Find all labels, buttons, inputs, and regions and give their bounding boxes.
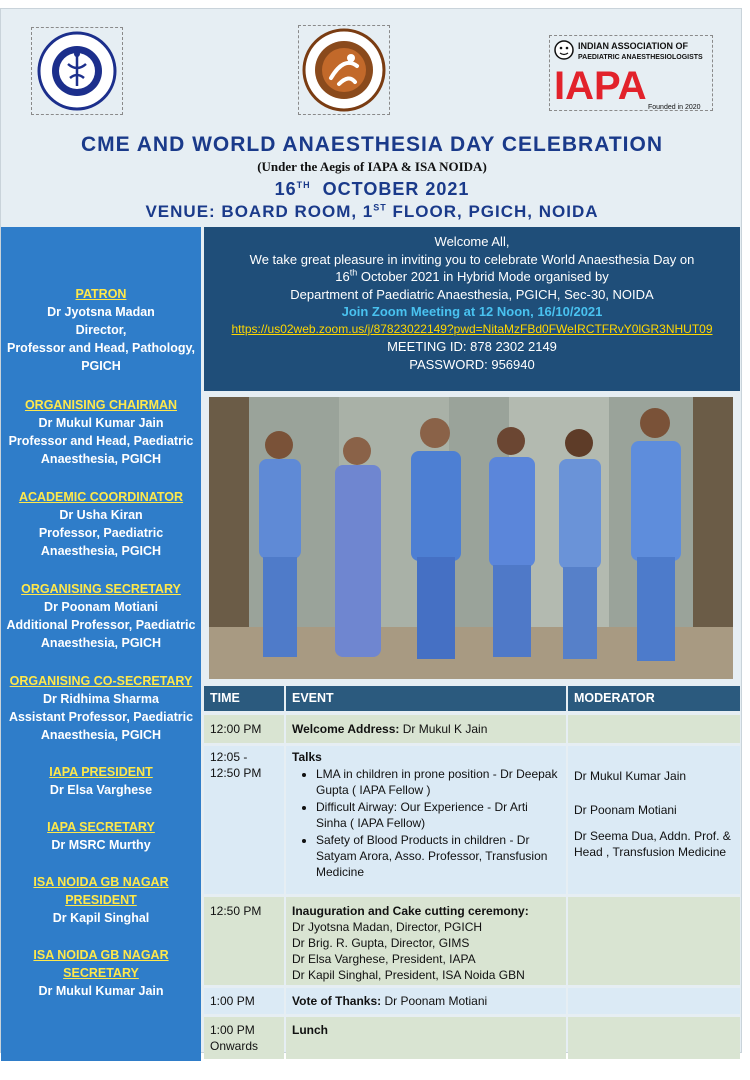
row-moderator — [568, 988, 740, 1014]
patron-block — [1, 285, 201, 375]
event-label: Welcome Address: — [292, 722, 400, 736]
event-detail: Dr Poonam Motiani — [381, 994, 488, 1008]
event-detail: Dr Elsa Varghese, President, IAPA — [292, 952, 476, 966]
row-time: 1:00 PM — [204, 988, 284, 1014]
iapa-president-block — [1, 763, 201, 799]
invite-line: Department of Paediatric Anaesthesia, PGICH, Sec-30, NOIDA — [290, 286, 654, 302]
event-label: Talks — [292, 750, 322, 764]
time-end: 12:50 PM — [210, 766, 262, 780]
coordinator-name: Dr Usha Kiran — [59, 508, 143, 522]
cosecretary-heading: ORGANISING CO-SECRETARY — [9, 674, 193, 688]
isa-secretary-name: Dr Mukul Kumar Jain — [38, 984, 164, 998]
invite-line — [204, 268, 740, 286]
iapa-acronym-text: IAPA — [554, 64, 647, 108]
hospital-logo — [298, 25, 390, 115]
row-time: 12:50 PM — [204, 897, 284, 985]
invitation-box — [204, 227, 740, 391]
iapa-name2-text: PAEDIATRIC ANAESTHESIOLOGISTS — [578, 54, 703, 61]
invite-line-rest: October 2021 in Hybrid Mode organised by — [357, 269, 609, 284]
zoom-link[interactable]: https://us02web.zoom.us/j/87823022149?pwd=NitaMzFBd0FWeIRCTFRvY0lGR3NHUT09 — [231, 321, 713, 336]
invitation-sheet — [0, 8, 742, 1053]
event-detail: Dr Mukul K Jain — [399, 722, 488, 736]
invite-greeting: Welcome All, — [434, 234, 510, 249]
iapa-secretary-heading: IAPA SECRETARY — [47, 820, 155, 834]
patron-line: PGICH — [81, 359, 121, 373]
event-subtitle: (Under the Aegis of IAPA & ISA NOIDA) — [257, 159, 487, 174]
time-start: 12:05 - — [210, 750, 248, 764]
cosecretary-name: Dr Ridhima Sharma — [42, 692, 159, 706]
row-time: 12:00 PM — [204, 715, 284, 743]
row-moderator — [568, 746, 740, 894]
isa-secretary-block — [1, 946, 201, 1000]
secretary-line: Additional Professor, Paediatric — [6, 618, 196, 632]
chairman-name: Dr Mukul Kumar Jain — [38, 416, 164, 430]
meeting-password: PASSWORD: 956940 — [409, 356, 535, 372]
row-time — [204, 746, 284, 894]
iapa-secretary-block — [1, 818, 201, 854]
row-event — [286, 1017, 566, 1059]
zoom-notice: Join Zoom Meeting at 12 Noon, 16/10/2021 — [341, 304, 603, 319]
moderator-name: Dr Poonam Motiani — [574, 803, 677, 817]
isa-secretary-heading: SECRETARY — [63, 966, 139, 980]
coordinator-line: Professor, Paediatric — [38, 526, 164, 540]
event-detail: Dr Kapil Singhal, President, ISA Noida GBN — [292, 968, 525, 982]
row-event — [286, 715, 566, 743]
patron-name: Dr Jyotsna Madan — [47, 305, 155, 319]
venue-rest: FLOOR, PGICH, NOIDA — [392, 202, 599, 221]
chairman-block — [1, 396, 201, 468]
cosecretary-line: Assistant Professor, Paediatric — [8, 710, 194, 724]
date-month-year: OCTOBER 2021 — [322, 179, 470, 199]
cosecretary-block — [1, 672, 201, 744]
row-event — [286, 897, 566, 985]
moderator-name: Dr Mukul Kumar Jain — [574, 769, 687, 783]
list-item: • Safety of Blood Products in children - Dr Satyam Arora, Asso. Professor, Transfusion Medicine — [316, 832, 560, 880]
secretary-name: Dr Poonam Motiani — [44, 600, 158, 614]
moderator-name: Dr Seema Dua, Addn. Prof. & Head , Transfusion Medicine — [574, 829, 731, 859]
isa-president-name: Dr Kapil Singhal — [52, 911, 150, 925]
secretary-line: Anaesthesia, PGICH — [40, 636, 162, 650]
table-row — [204, 1017, 740, 1059]
event-venue — [1, 202, 743, 222]
committee-sidebar — [1, 227, 201, 1061]
date-suffix: TH — [296, 180, 311, 190]
group-photo — [209, 397, 733, 679]
table-header — [204, 686, 740, 711]
date-day: 16 — [274, 179, 297, 199]
event-label: Vote of Thanks: — [292, 994, 382, 1008]
cosecretary-line: Anaesthesia, PGICH — [40, 728, 162, 742]
chairman-heading: ORGANISING CHAIRMAN — [24, 398, 178, 412]
iapa-logo — [549, 35, 713, 111]
coordinator-block — [1, 488, 201, 560]
secretary-block — [1, 580, 201, 652]
venue-prefix: VENUE: BOARD ROOM, 1 — [145, 202, 374, 221]
time-start: 1:00 PM — [210, 1023, 255, 1037]
isa-president-block — [1, 873, 201, 927]
row-event — [286, 746, 566, 894]
talks-list — [292, 766, 560, 880]
row-event — [286, 988, 566, 1014]
row-time — [204, 1017, 284, 1059]
venue-suffix: ST — [373, 202, 387, 213]
event-label: Lunch — [292, 1023, 328, 1037]
iapa-president-heading: IAPA PRESIDENT — [49, 765, 153, 779]
event-title: CME AND WORLD ANAESTHESIA DAY CELEBRATION — [81, 133, 663, 156]
table-row — [204, 715, 740, 743]
list-item: • LMA in children in prone position - Dr Deepak Gupta ( IAPA Fellow ) — [316, 766, 560, 798]
invite-line: We take great pleasure in inviting you to celebrate World Anaesthesia Day on — [249, 251, 695, 267]
header-moderator: MODERATOR — [568, 686, 740, 711]
list-item: • Difficult Airway: Our Experience - Dr Arti Sinha ( IAPA Fellow) — [316, 799, 560, 831]
event-detail: Dr Brig. R. Gupta, Director, GIMS — [292, 936, 470, 950]
coordinator-line: Anaesthesia, PGICH — [40, 544, 162, 558]
chairman-line: Anaesthesia, PGICH — [40, 452, 162, 466]
iapa-name-text: INDIAN ASSOCIATION OF — [578, 41, 688, 51]
coordinator-heading: ACADEMIC COORDINATOR — [18, 490, 184, 504]
secretary-heading: ORGANISING SECRETARY — [21, 582, 181, 596]
invite-day: 16 — [335, 269, 350, 284]
table-row — [204, 988, 740, 1014]
chairman-line: Professor and Head, Paediatric — [8, 434, 194, 448]
iapa-founded-text: Founded in 2020 — [648, 104, 701, 110]
iapa-president-name: Dr Elsa Varghese — [49, 783, 153, 797]
invite-day-suffix: th — [349, 267, 358, 278]
meeting-id: MEETING ID: 878 2302 2149 — [387, 339, 557, 354]
patron-line: Director, — [75, 323, 127, 337]
isa-secretary-heading: ISA NOIDA GB NAGAR — [33, 948, 169, 962]
table-row — [204, 746, 740, 894]
isa-logo — [31, 27, 123, 115]
iapa-secretary-name: Dr MSRC Murthy — [51, 838, 151, 852]
row-moderator — [568, 1017, 740, 1059]
patron-line: Professor and Head, Pathology, — [6, 341, 195, 355]
row-moderator — [568, 715, 740, 743]
header-event: EVENT — [286, 686, 566, 711]
time-end: Onwards — [210, 1039, 259, 1053]
isa-president-heading: ISA NOIDA GB NAGAR — [33, 875, 169, 889]
patron-heading: PATRON — [75, 287, 127, 301]
row-moderator — [568, 897, 740, 985]
event-detail: Dr Jyotsna Madan, Director, PGICH — [292, 920, 483, 934]
table-row — [204, 897, 740, 985]
isa-president-heading: PRESIDENT — [65, 893, 137, 907]
header-time: TIME — [204, 686, 284, 711]
event-date — [1, 179, 743, 200]
event-label: Inauguration and Cake cutting ceremony: — [292, 904, 529, 918]
